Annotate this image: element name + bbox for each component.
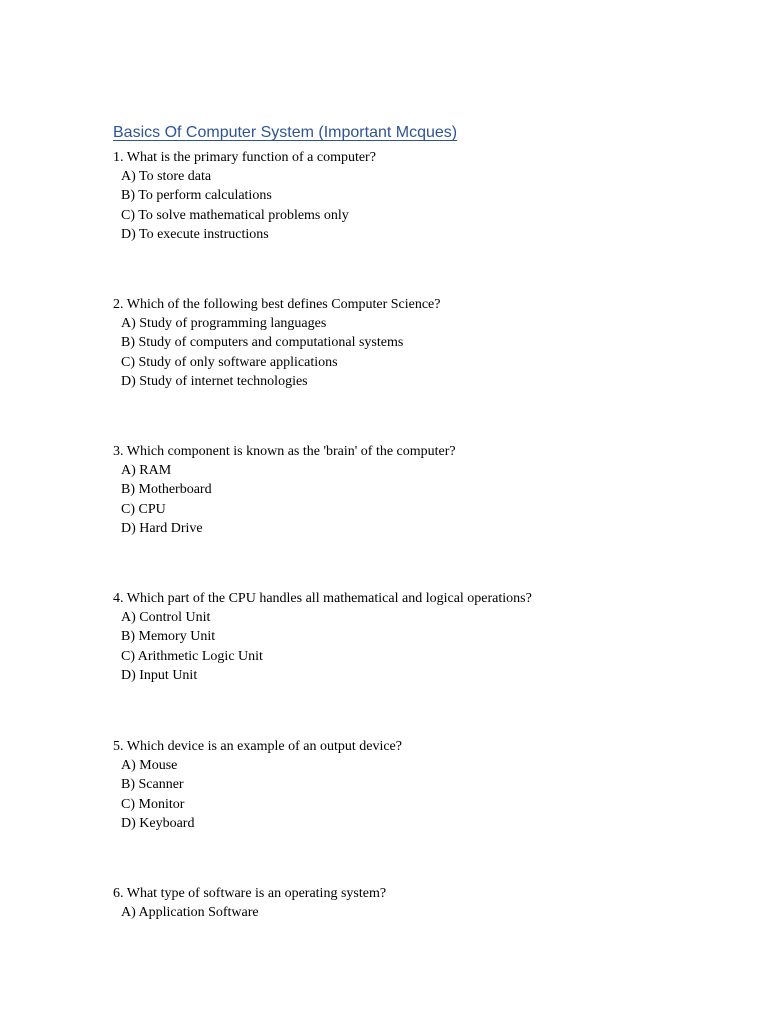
answer-option: C) Arithmetic Logic Unit	[121, 648, 263, 664]
question-text: 3. Which component is known as the 'brain' of the computer?	[113, 444, 456, 459]
answer-option: A) Application Software	[121, 905, 259, 921]
document-title: Basics Of Computer System (Important Mcques)	[113, 124, 458, 141]
answer-option: A) To store data	[121, 169, 212, 185]
answer-option: C) Study of only software applications	[121, 354, 338, 370]
question-6	[113, 884, 386, 922]
answer-option: B) Motherboard	[121, 482, 212, 498]
answer-option: A) RAM	[121, 463, 172, 479]
question-2	[113, 295, 441, 391]
question-text: 2. Which of the following best defines Computer Science?	[113, 297, 441, 312]
question-text: 1. What is the primary function of a computer?	[113, 150, 376, 165]
question-text: 6. What type of software is an operating system?	[113, 886, 387, 901]
answer-option: B) Memory Unit	[121, 629, 216, 645]
answer-option: D) To execute instructions	[121, 226, 269, 242]
answer-option: D) Hard Drive	[121, 520, 203, 536]
answer-option: A) Study of programming languages	[121, 316, 327, 332]
answer-option: C) To solve mathematical problems only	[121, 207, 349, 223]
question-text: 5. Which device is an example of an output device?	[113, 739, 402, 754]
answer-option: D) Study of internet technologies	[121, 373, 308, 389]
answer-option: B) Scanner	[121, 777, 184, 793]
answer-option: D) Input Unit	[121, 667, 198, 683]
question-4	[113, 589, 532, 685]
answer-option: B) Study of computers and computational systems	[121, 335, 404, 351]
question-3	[113, 442, 456, 538]
question-1	[113, 148, 376, 244]
answer-option: B) To perform calculations	[121, 188, 272, 204]
answer-option: C) CPU	[121, 501, 166, 517]
question-5	[113, 737, 402, 833]
question-text: 4. Which part of the CPU handles all mathematical and logical operations?	[113, 591, 532, 606]
answer-option: C) Monitor	[121, 796, 185, 812]
answer-option: A) Mouse	[121, 758, 178, 774]
answer-option: D) Keyboard	[121, 815, 195, 831]
answer-option: A) Control Unit	[121, 610, 211, 626]
